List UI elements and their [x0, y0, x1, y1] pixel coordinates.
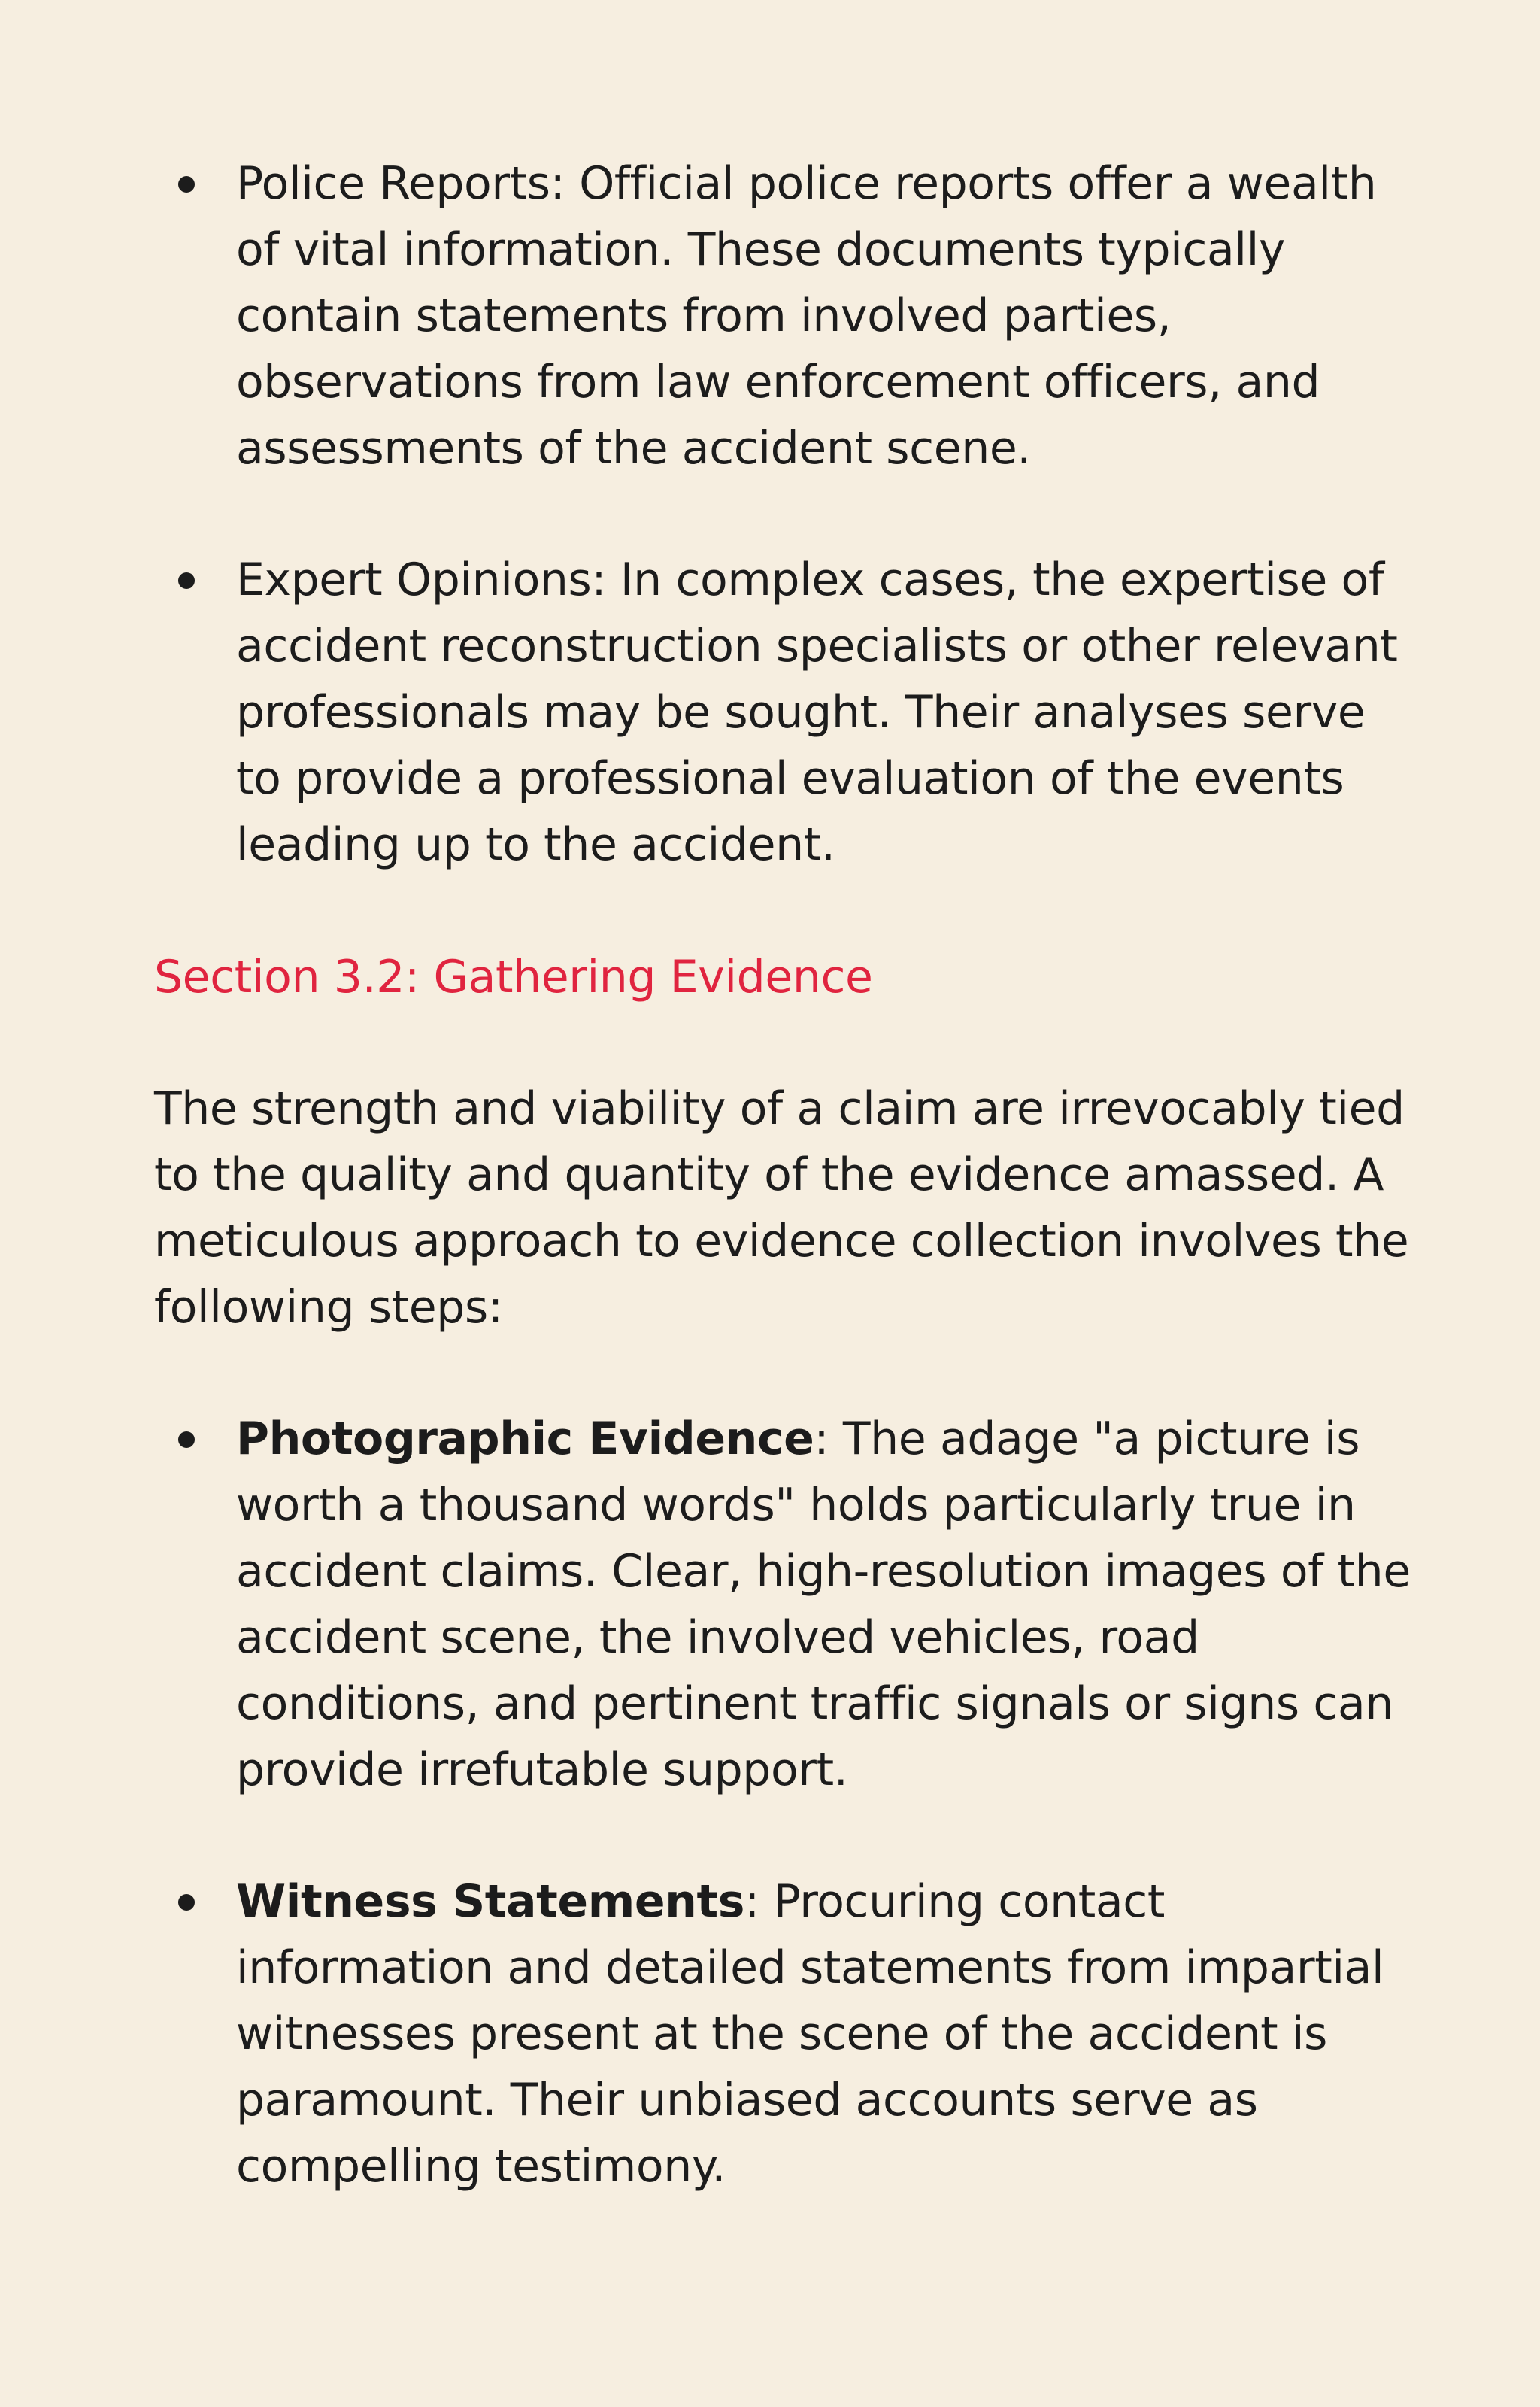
bullet-icon: [178, 1894, 195, 1911]
section-heading: Section 3.2: Gathering Evidence: [154, 951, 873, 1003]
bullet-icon: [178, 176, 195, 193]
section-intro-paragraph: The strength and viability of a claim are irrevocably tied to the quality and quantity of the evidence amassed. A meticulous approach to evidence collection involves the following steps:: [154, 1082, 1409, 1334]
list-item-text: : Procuring contact information and detailed statements from impartial witnesses present at the scene of the accident is paramount. Their unbiased accounts serve as compelling testimony.: [236, 1875, 1384, 2193]
list-item-police-reports: [154, 150, 1420, 481]
list-item-term: Photographic Evidence: [236, 1413, 814, 1465]
list-item-expert-opinions: [154, 547, 1420, 878]
list-item-text: Police Reports: Official police reports offer a wealth of vital information. These documents typically contain statements from involved parties, observations from law enforcement officers, and assessments of the accident scene.: [236, 157, 1377, 475]
list-item-text: Expert Opinions: In complex cases, the expertise of accident reconstruction specialists or other relevant professionals may be sought. Their analyses serve to provide a professional evaluation of the events leading up to the accident.: [236, 554, 1398, 871]
list-item-photographic-evidence: [154, 1406, 1420, 1803]
evidence-sources-list: [154, 150, 1420, 878]
evidence-steps-list: [154, 1406, 1420, 2199]
bullet-icon: [178, 1431, 195, 1448]
list-item-witness-statements: [154, 1868, 1420, 2199]
list-item-term: Witness Statements: [236, 1875, 745, 1928]
bullet-icon: [178, 572, 195, 589]
list-item-text: : The adage "a picture is worth a thousand words" holds particularly true in accident claims. Clear, high-resolution images of the accident scene, the involved vehicles, road conditions, and pertinent traffic signals or signs can provide irrefutable support.: [236, 1413, 1411, 1796]
